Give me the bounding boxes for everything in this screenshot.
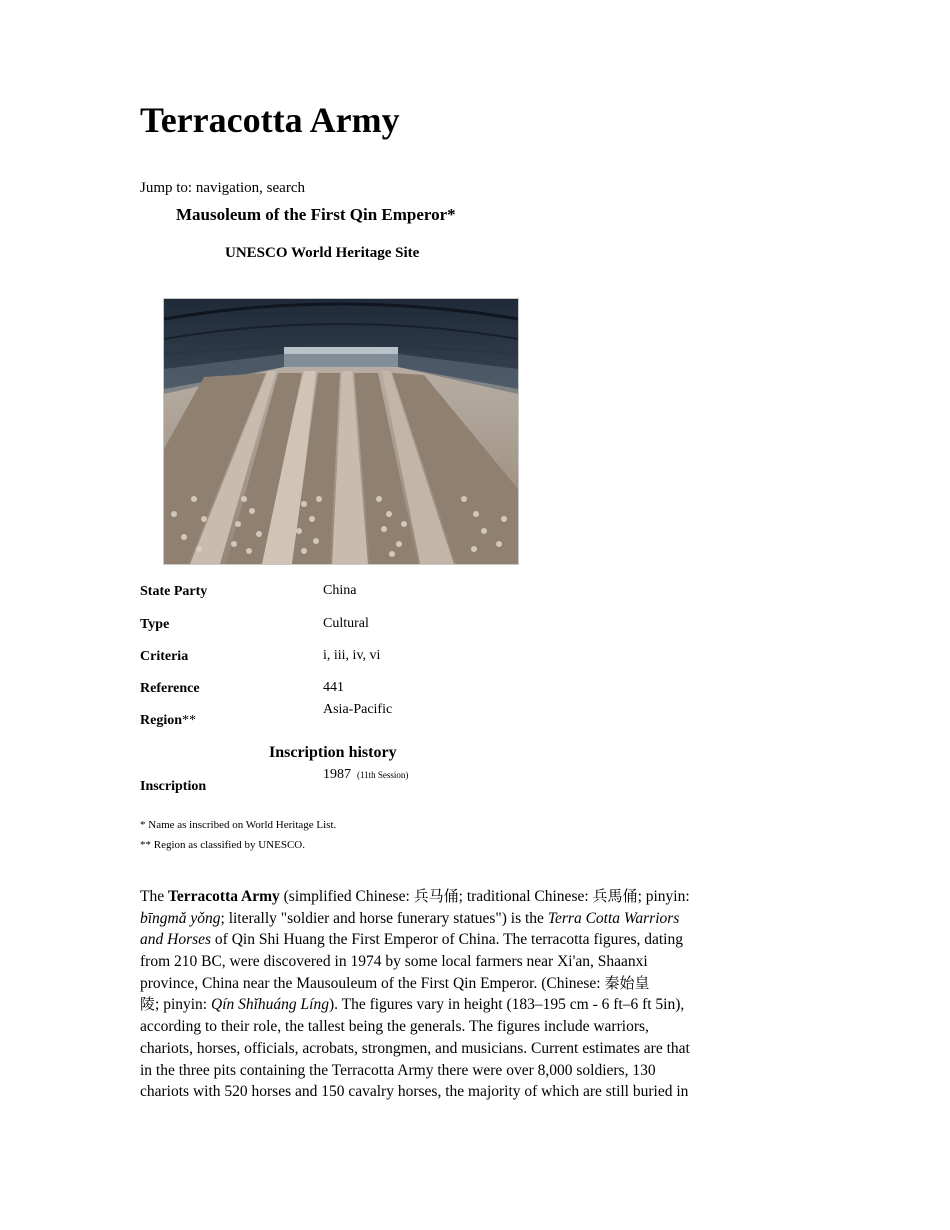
body-line xyxy=(140,908,760,930)
text: province, China near the Mausouleum of the First Qin Emperor. (Chinese: xyxy=(140,974,605,992)
state-party-value[interactable]: China xyxy=(323,583,357,598)
inscription-history-heading: Inscription history xyxy=(269,744,397,761)
type-value: Cultural xyxy=(323,616,369,631)
jump-to-bar xyxy=(140,179,305,197)
type-label: Type xyxy=(140,617,170,632)
italic-term: and Horses xyxy=(140,931,212,949)
italic-term: Terra Cotta Warriors xyxy=(547,909,680,927)
link-simplified-chinese[interactable]: (simplified Chinese: xyxy=(279,888,414,905)
inscription-year[interactable]: 1987 xyxy=(323,767,351,782)
link-traditional-chinese[interactable]: ; traditional Chinese: xyxy=(458,888,593,905)
body-line: in the three pits containing the Terracotta Army there were over 8,000 soldiers, 130 xyxy=(140,1061,656,1079)
jump-search-link[interactable]: search xyxy=(266,180,305,196)
body-line xyxy=(140,886,760,908)
terracotta-pit-photo xyxy=(164,299,518,564)
body-line xyxy=(140,973,760,995)
jump-separator: , xyxy=(259,180,263,196)
chinese-simplified: 兵马俑 xyxy=(413,887,459,905)
text: ). The figures vary in height (183–195 cm - 6 ft–6 ft 5in), xyxy=(328,996,685,1014)
inscription-session[interactable]: (11th Session) xyxy=(357,770,409,780)
region-label-text[interactable]: Region xyxy=(140,713,182,728)
infobox-image[interactable] xyxy=(163,298,519,565)
reference-value[interactable]: 441 xyxy=(323,680,344,695)
region-value[interactable]: Asia-Pacific xyxy=(323,702,393,717)
jump-navigation-link[interactable]: navigation xyxy=(195,180,260,196)
body-line: from 210 BC, were discovered in 1974 by some local farmers near Xi'an, Shaanxi xyxy=(140,953,648,971)
text: of Qin Shi Huang the First Emperor of China. The terracotta figures, dating xyxy=(211,931,683,949)
text: The xyxy=(140,888,168,905)
reference-label: Reference xyxy=(140,681,200,696)
article-body xyxy=(140,886,760,1103)
criteria-value: i, iii, iv, vi xyxy=(323,648,381,663)
inscription-label: Inscription xyxy=(140,779,207,794)
infobox-subtitle: UNESCO World Heritage Site xyxy=(225,245,420,261)
state-party-label: State Party xyxy=(140,584,208,599)
pinyin-text: Qín Shǐhuáng Líng xyxy=(211,996,329,1014)
inscription-value xyxy=(323,767,408,783)
infobox-site-name: Mausoleum of the First Qin Emperor* xyxy=(176,205,456,224)
footnote-name: * Name as inscribed on World Heritage List. xyxy=(140,819,337,831)
body-line: chariots, horses, officials, acrobats, strongmen, and musicians. Current estimates are that xyxy=(140,1039,690,1057)
region-label[interactable] xyxy=(140,713,196,729)
footnote-region: ** Region as classified by UNESCO. xyxy=(140,839,305,851)
link-pinyin[interactable]: ; pinyin: xyxy=(155,996,211,1014)
body-line: chariots with 520 horses and 150 cavalry horses, the majority of which are still buried in xyxy=(140,1083,689,1101)
pinyin-text: bīngmǎ yǒng xyxy=(140,909,221,927)
criteria-label: Criteria xyxy=(140,649,189,664)
chinese-name: 秦始皇 xyxy=(604,973,650,992)
region-label-suffix: ** xyxy=(182,713,196,728)
body-line: according to their role, the tallest being the generals. The figures include warriors, xyxy=(140,1018,649,1036)
body-line xyxy=(140,994,760,1016)
link-pinyin[interactable]: ; pinyin: xyxy=(637,888,690,905)
page-title: Terracotta Army xyxy=(140,100,400,140)
bold-term: Terracotta Army xyxy=(167,888,280,905)
text: ; literally "soldier and horse funerary statues") is the xyxy=(220,909,548,927)
jump-to-label: Jump to: xyxy=(140,180,193,196)
chinese-name: 陵 xyxy=(140,995,156,1014)
body-line xyxy=(140,929,760,951)
chinese-traditional: 兵馬俑 xyxy=(592,887,638,905)
